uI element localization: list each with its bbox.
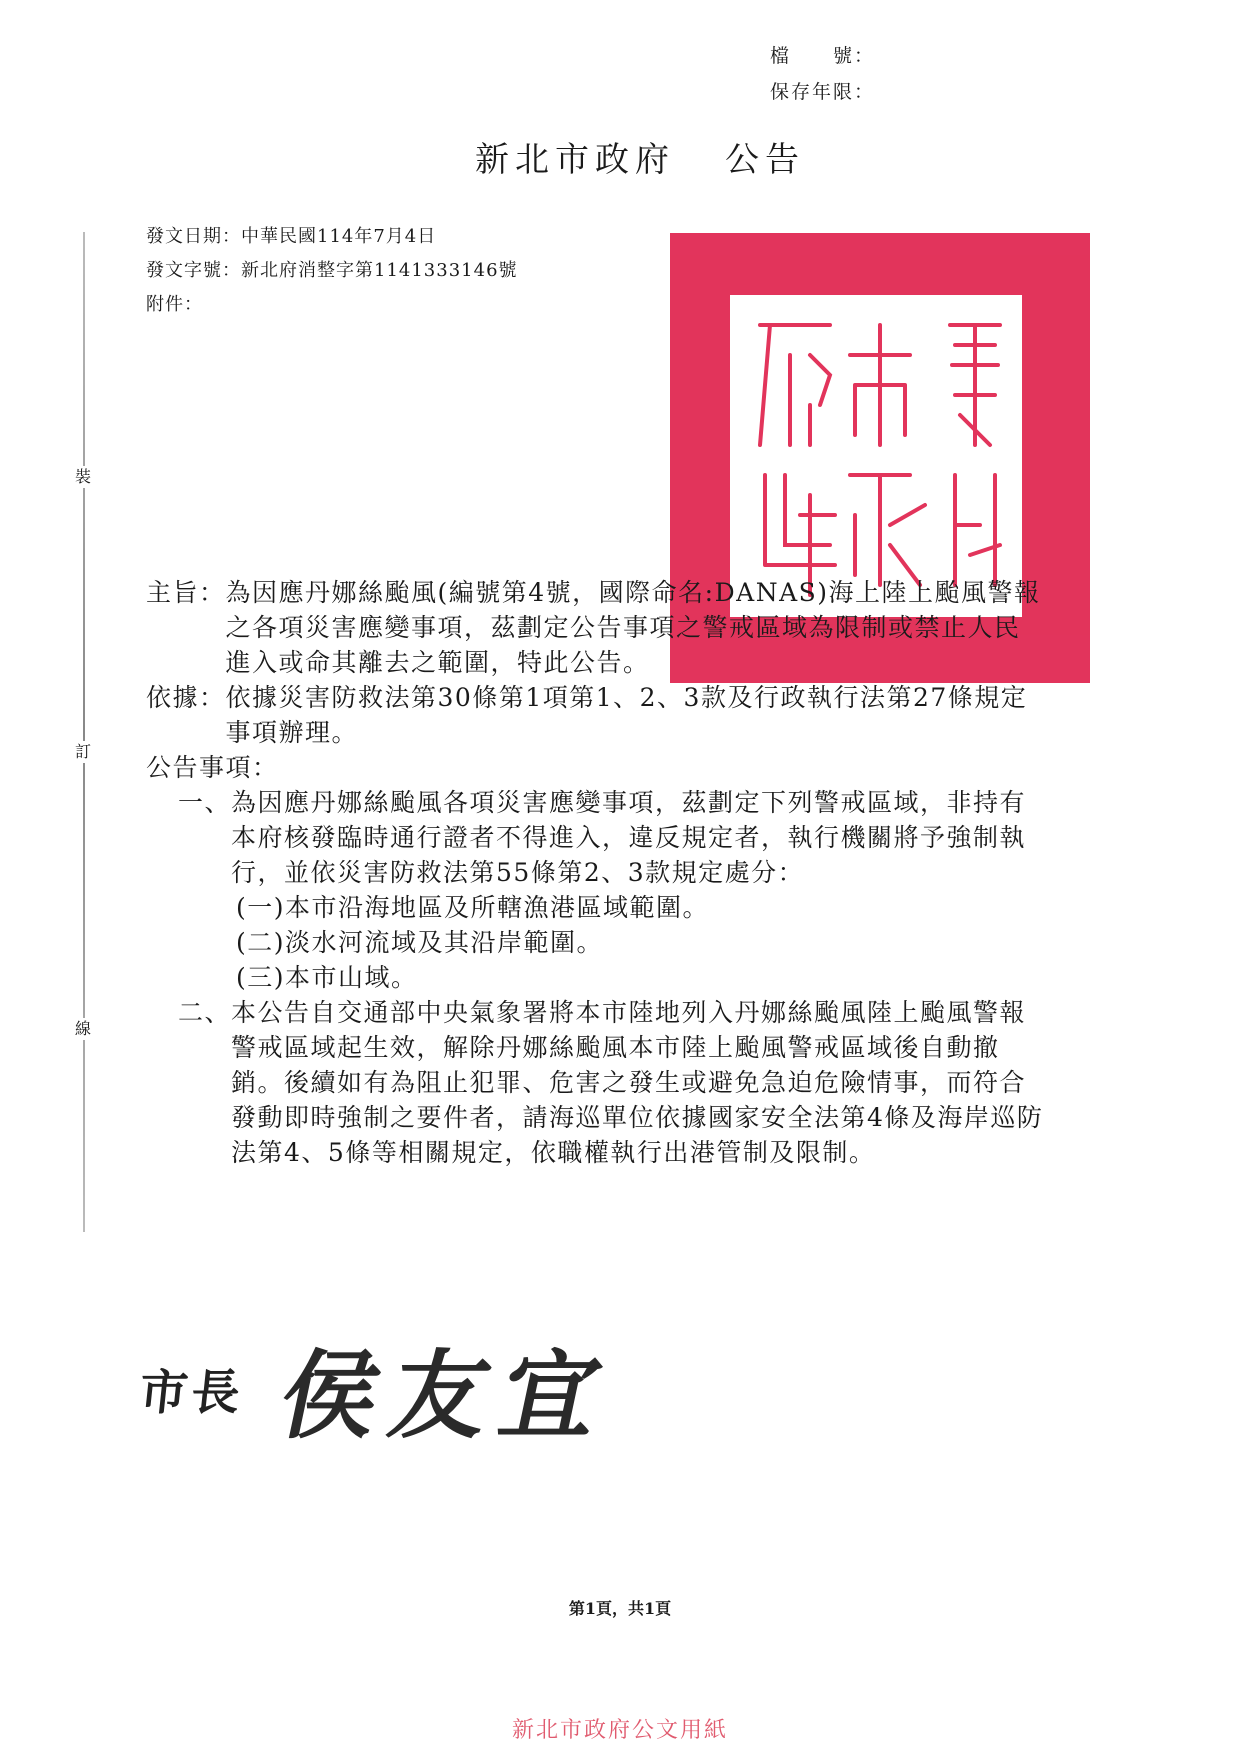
stationery-footer: 新北市政府公文用紙 [511,1718,728,1743]
subject-text: 為因應丹娜絲颱風(編號第4號，國際命名:DANAS)海上陸上颱風警報之各項災害應變事項，茲劃定公告事項之警戒區域為限制或禁止人民進入或命其離去之範圍，特此公告。 [225,578,1041,677]
document-body [146,575,1046,1170]
subject-paragraph [146,575,1046,680]
item-text: 本公告自交通部中央氣象署將本市陸地列入丹娜絲颱風陸上颱風警報警戒區域起生效，解除丹娜絲颱風本市陸上颱風警戒區域後自動撤銷。後續如有為阻止犯罪、危害之發生或避免急迫危險情事，而符合發動即時強制之要件者，請海巡單位依據國家安全法第4條及海岸巡防法第4、5條等相關規定，依職權執行出港管制及限制。 [231,998,1044,1167]
basis-label: 依據： [146,683,226,712]
binding-line [83,232,85,1232]
announcement-item-2 [146,995,1046,1170]
binding-mark-xian: 線 [70,1018,96,1040]
item-number: 一、 [178,788,232,817]
issue-date-row [146,220,518,254]
subject-label: 主旨： [146,578,226,607]
reference-number-value: 新北府消整字第1141333146號 [241,260,518,281]
basis-text: 依據災害防救法第30條第1項第1、2、3款及行政執行法第27條規定事項辦理。 [225,683,1028,747]
announcement-item-1 [146,785,1046,890]
file-number-label: 檔 號： [770,45,876,67]
sub-item: (三)本市山域。 [236,963,418,992]
signature-name: 侯友宜 [270,1339,625,1452]
document-title [0,132,1240,181]
title-org: 新北市政府 [475,140,675,180]
attachment-label: 附件： [146,294,203,315]
signature-title: 市長 [136,1365,247,1421]
retention-field [770,74,875,110]
announcement-items-label: 公告事項： [146,753,279,782]
page-number: 第1頁，共1頁 [568,1599,672,1618]
retention-label: 保存年限： [770,81,876,103]
header-fields [146,220,518,322]
title-doc-type: 公告 [725,140,805,180]
file-number-field [770,38,875,74]
binding-mark-zhuang: 裝 [70,466,96,488]
sub-item: (二)淡水河流域及其沿岸範圍。 [236,928,604,957]
binding-mark-ding: 訂 [70,741,96,763]
seal-glyphs-icon [740,305,1012,607]
attachment-row [146,288,518,322]
top-meta [770,38,875,110]
sub-item: (一)本市沿海地區及所轄漁港區域範圍。 [236,893,710,922]
issue-date-label: 發文日期： [146,226,241,247]
mayor-signature [136,1320,625,1457]
item-number: 二、 [178,998,232,1027]
reference-number-row [146,254,518,288]
issue-date-value: 中華民國114年7月4日 [241,226,437,247]
item-text: 為因應丹娜絲颱風各項災害應變事項，茲劃定下列警戒區域，非持有本府核發臨時通行證者不得進入，違反規定者，執行機關將予強制執行，並依災害防救法第55條第2、3款規定處分： [231,788,1027,887]
seal-inner-field [730,295,1022,617]
reference-number-label: 發文字號： [146,260,241,281]
basis-paragraph [146,680,1046,750]
